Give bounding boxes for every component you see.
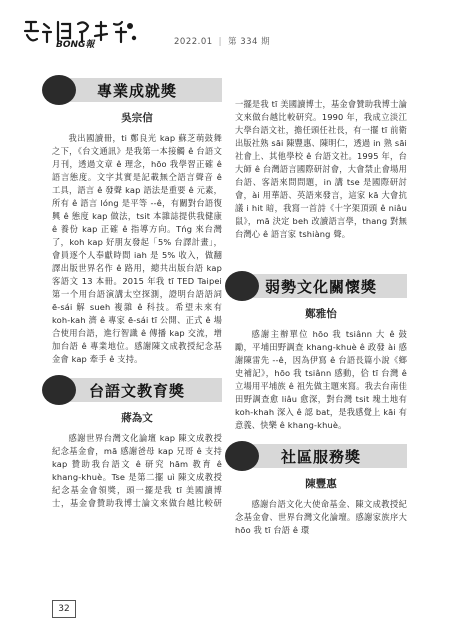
paragraph: 感謝世界台灣文化論壇 kap 陳文成教授紀念基金會，mā 感謝爸母 kap 兄哥 ê 支持 kap 贊助我台語文 ê 研究 hām 教育 ê khang-khuè。Tse 是第二擺 uì 陳文成教授紀念基金會領獎，頭一擺是我 tī 美國讀博士，基金會贊助我博士論文來做台越比較研 [52,433,222,508]
section-title: 台語文教育獎 [88,381,185,400]
section-professional-achievement [52,78,222,366]
section-title: 弱勢文化關懷獎 [264,277,377,296]
issue-number: 第 334 期 [228,37,271,47]
section-heading [235,274,407,298]
continued-text: 一擺是我 tī 美國讀博士，基金會贊助我博士論文來做台越比較研究。1990 年，我成立淡江大學台語文社，擔任頭任社長，有一擺 tī 前衛出版社熟 sāi 陳豐惠、陳明仁，透過 in 熟 sāi 社會上、其他學校 ê 台語文社。1995 年，台大師 ê 台灣語言國際研討會，大會禁止會場用台語、客語來問問題，in 講 tse 是國際研討會，ài 用華語、英語來發言，這家 kā 大會抗議 i hit 暗，我寫一首詩《十字架頂頭 ê niâu 鼠》，mā 決定 beh 改讀語言學，thang 對無台灣心 ê 語言家 tshiàng 聲。 [235,99,407,239]
paragraph: 感謝主辦單位 hōo 我 tsiânn 大 ê 鼓勵，平埔田野調查 khang-khuè ê 政發 ài 感謝陳雷先 --ê，因為伊寫 ê 台語長篇小說《鄉史補記》，hōo 我 tsiânn 感動，佮 tī 台灣 ê 立場用平埔族 ê 祖先做主題來寫。我去台南佳田野調查愈 liâu 愈深，對台灣 tsit 塊土地有 koh-khah 深入 ê 認 bat，是我感覺上 kāi 有意義、快樂 ê khang-khuè。 [235,329,407,430]
section-minority-culture [235,274,407,432]
section-title: 社區服務獎 [280,447,361,466]
section-title: 專業成就獎 [96,81,177,100]
author-name: 陳豐惠 [305,478,337,490]
author-name: 鄭雅怡 [305,308,337,320]
section-community-service [235,444,407,537]
paragraph: 感謝台語文化大使命基金、陳文成教授紀念基金會、世界台灣文化論壇。感謝家族序大 hōo 我 tī 台語 ê 環 [235,499,407,535]
heading-ornament [225,271,259,301]
heading-ornament [42,375,76,405]
left-column [52,78,222,517]
page-number: 32 [52,600,76,618]
section-education [52,378,222,510]
right-column [235,98,407,544]
masthead [14,8,440,48]
svg-text:BONG報: BONG報 [56,40,95,48]
author-name: 蔣為文 [121,412,153,424]
section-heading [52,78,222,102]
paragraph: 我出國讀冊，ti 鄭良光 kap 蘇芝萌鼓舞之下，《台文通訊》是我第一本接觸 ê 台語文月刊，透過文章 ê 理念，hōo 我學習正確 ê 語言態度。文字其實是記載無仝語言聲音 ê 工具，語言 ê 發聲 kap 語法是重要 ê 元素，所有 ê 語言 lóng 是平等 --ê，有關對台語復興 ê 態度 kap 做法，tsit 本雜誌提供我健康 ê 養份 kap 正確 ê 指導方向。Tńg 來台灣了，koh kap 好朋友發起「5% 台譯計畫」，會員逐个人奉獻時間 iah 是 5% 收入，做翻譯出版世界名作 ê 路用，總共出版台語 kap 客語文 13 本冊。2015 年我 tī TED Taipei 第一个用台語演講太空探測，證明台語語詞 ē-sái 解 sueh 複雜 ê 科技。希望未來有 koh-kah 濟 ê 專家 ē-sái tī 公開、正式 ê 場合使用台語，進行智識 ê 傳播 kap 交流，增加台語 ê 專業地位。感謝陳文成教授紀念基金會 kap 牽手 ê 支持。 [52,133,222,364]
heading-ornament [42,75,76,105]
issue-date: 2022.01 [174,37,213,47]
issue-info: 2022.01 | 第 334 期 [174,37,271,47]
paragraph-continued [235,98,407,266]
author-name: 吳宗信 [121,112,153,124]
section-heading [235,444,407,468]
section-heading [52,378,222,402]
heading-ornament [225,441,259,471]
publication-logo [22,18,140,48]
